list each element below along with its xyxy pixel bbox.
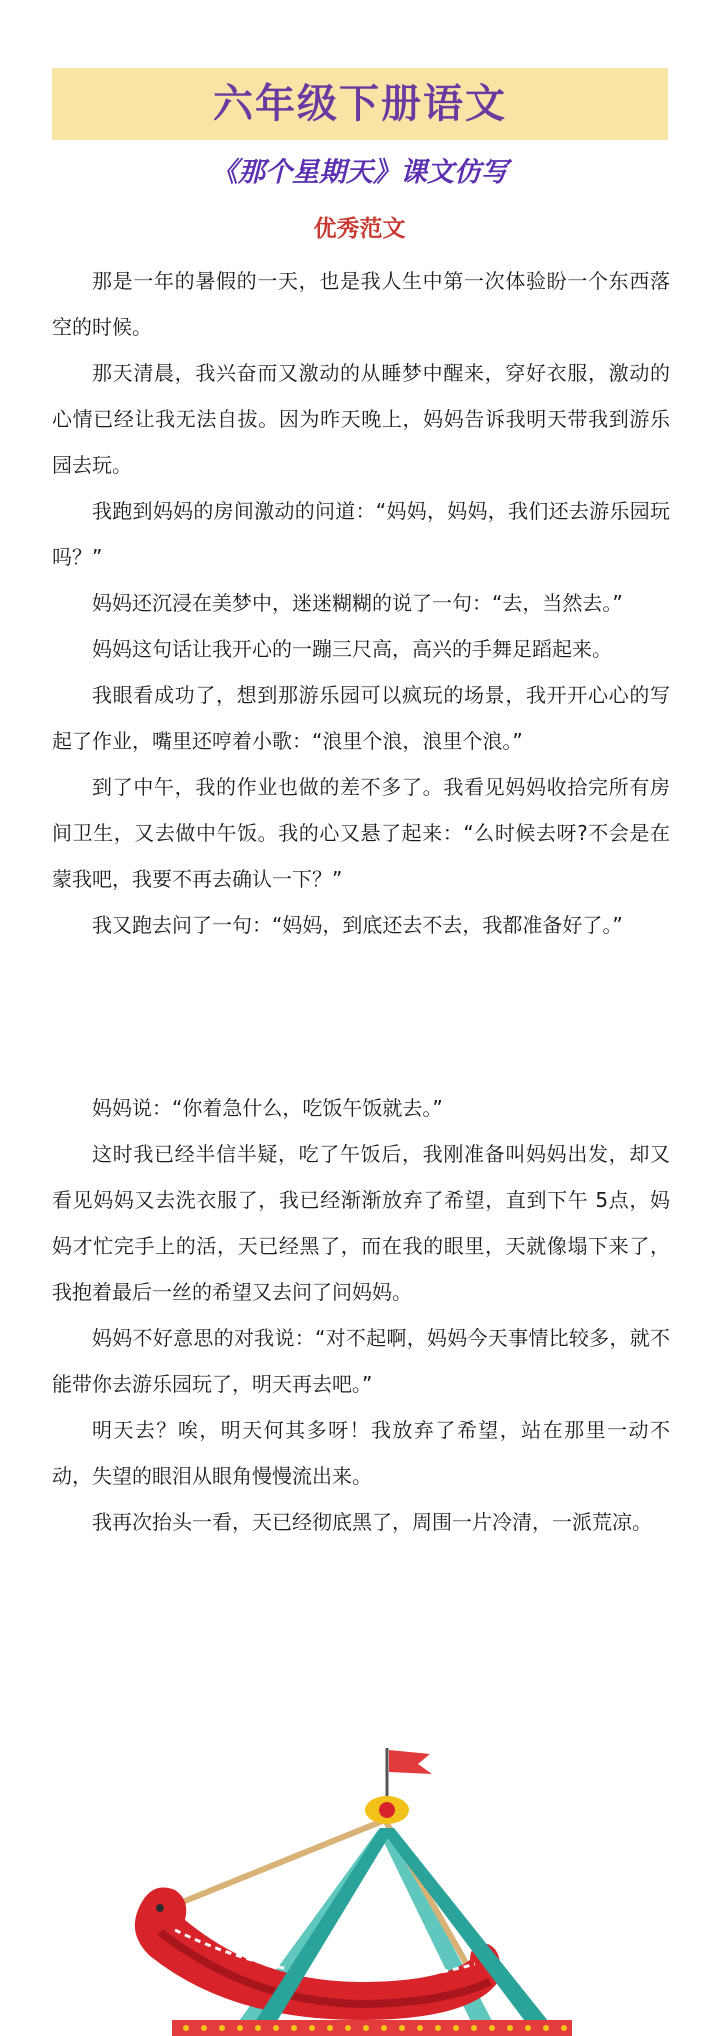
paragraph-6: 我眼看成功了，想到那游乐园可以疯玩的场景，我开开心心的写起了作业，嘴里还哼着小歌：“浪里个浪，浪里个浪。” — [52, 683, 670, 753]
paragraph-5: 妈妈这句话让我开心的一蹦三尺高，高兴的手舞足蹈起来。 — [92, 637, 612, 661]
paragraph-3: 我跑到妈妈的房间激动的问道：“妈妈，妈妈，我们还去游乐园玩吗？” — [52, 499, 670, 569]
paragraph-13: 我再次抬头一看，天已经彻底黑了，周围一片冷清，一派荒凉。 — [92, 1510, 652, 1534]
pirate-ship-ride-icon — [0, 1720, 719, 2036]
paragraph-4: 妈妈还沉浸在美梦中，迷迷糊糊的说了一句：“去，当然去。” — [92, 591, 623, 615]
paragraph-12: 明天去？唉，明天何其多呀！我放弃了希望，站在那里一动不动，失望的眼泪从眼角慢慢流出来。 — [52, 1418, 670, 1488]
page-title: 六年级下册语文 — [213, 81, 507, 127]
paragraph-9: 妈妈说：“你着急什么，吃饭午饭就去。” — [92, 1096, 443, 1120]
flag-icon — [389, 1750, 432, 1774]
ride-hub-center — [379, 1802, 395, 1818]
paragraph-7: 到了中午，我的作业也做的差不多了。我看见妈妈收拾完所有房间卫生，又去做中午饭。我的心又悬了起来：“么时候去呀?不会是在蒙我吧，我要不再去确认一下？” — [52, 775, 670, 891]
paragraph-10: 这时我已经半信半疑，吃了午饭后，我刚准备叫妈妈出发，却又看见妈妈又去洗衣服了，我已经渐渐放弃了希望，直到下午 5点，妈妈才忙完手上的活，天已经黑了，而在我的眼里，天就像塌下来了，我抱着最后一丝的希望又去问了问妈妈。 — [52, 1142, 670, 1304]
section-label: 优秀范文 — [313, 216, 406, 242]
paragraph-1: 那是一年的暑假的一天，也是我人生中第一次体验盼一个东西落空的时候。 — [52, 269, 670, 339]
dragon-eye-icon — [156, 1904, 164, 1912]
paragraph-11: 妈妈不好意思的对我说：“对不起啊，妈妈今天事情比较多，就不能带你去游乐园玩了，明天再去吧。” — [52, 1326, 670, 1396]
paragraph-8: 我又跑去问了一句：“妈妈，到底还去不去，我都准备好了。” — [92, 913, 623, 937]
paragraph-2: 那天清晨，我兴奋而又激动的从睡梦中醒来，穿好衣服，激动的心情已经让我无法自拔。因为昨天晚上，妈妈告诉我明天带我到游乐园去玩。 — [52, 361, 670, 477]
page-subtitle: 《那个星期天》课文仿写 — [211, 157, 508, 188]
